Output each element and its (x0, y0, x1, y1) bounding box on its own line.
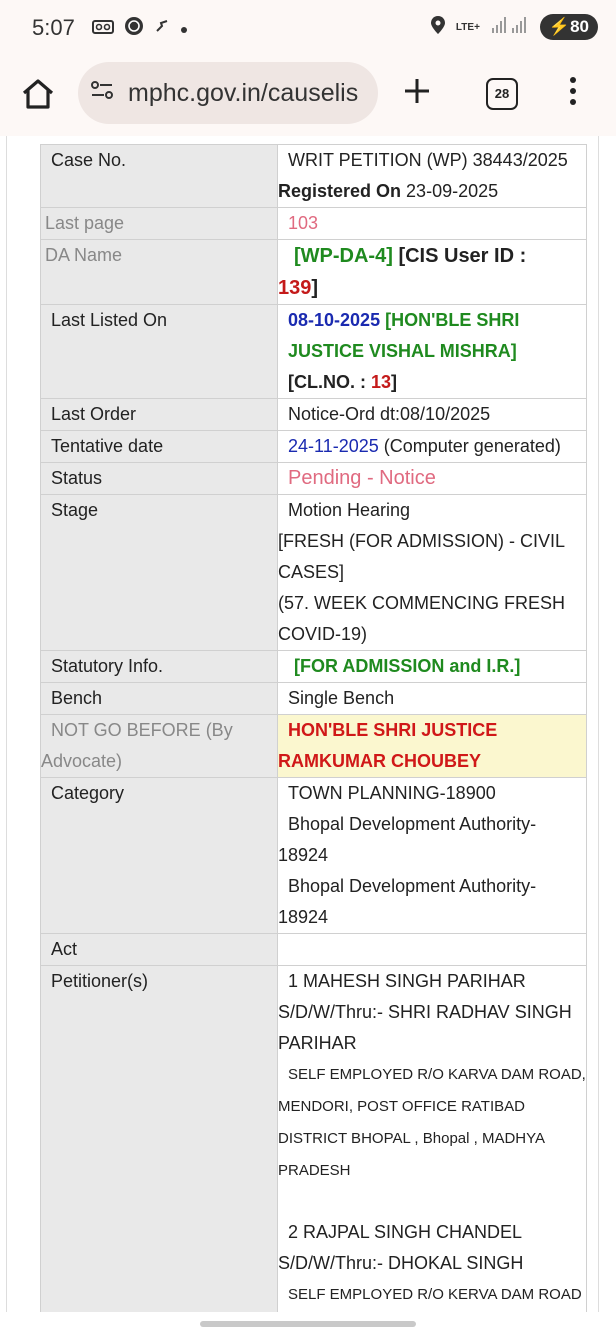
clno-prefix: [CL.NO. : (288, 372, 366, 392)
da-name-label: DA Name (41, 240, 278, 305)
signal-icon (490, 16, 530, 39)
last-page-cell (278, 208, 587, 240)
registered-label: Registered On (278, 181, 402, 201)
case-details-table (40, 144, 587, 1312)
table-row (41, 715, 587, 778)
tentative-date: 24-11-2025 (288, 436, 379, 456)
registered-date: 23-09-2025 (406, 181, 499, 201)
table-row (41, 683, 587, 715)
category-line-3: Bhopal Development Authority-18924 (278, 876, 537, 927)
address-bar[interactable] (78, 62, 378, 124)
tentative-note: (Computer generated) (383, 436, 561, 456)
statutory-info-label: Statutory Info. (41, 651, 278, 683)
not-go-before-cell (278, 715, 587, 778)
table-row (41, 431, 587, 463)
bench-value: Single Bench (288, 688, 395, 708)
table-row (41, 495, 587, 651)
new-tab-button[interactable] (402, 74, 432, 114)
category-label: Category (41, 778, 278, 934)
battery-level: 80 (570, 17, 589, 36)
table-row (41, 778, 587, 934)
stage-cell (278, 495, 587, 651)
status-bar (0, 0, 616, 58)
cis-suffix: ] (311, 277, 319, 299)
last-order-value: Notice-Ord dt:08/10/2025 (288, 404, 491, 424)
voicemail-icon (92, 18, 114, 39)
clno-suffix: ] (391, 372, 398, 392)
petitioner-1-name: 1 MAHESH SINGH PARIHAR S/D/W/Thru:- SHRI RADHAV SINGH PARIHAR (278, 971, 572, 1053)
notification-icons (92, 16, 188, 41)
last-listed-date: 08-10-2025 (288, 310, 381, 330)
browser-toolbar (0, 58, 616, 136)
system-icons (430, 14, 598, 40)
divider (598, 136, 599, 1312)
petitioner-1-address: SELF EMPLOYED R/O KARVA DAM ROAD, MENDORI, POST OFFICE RATIBAD DISTRICT BHOPAL , Bhopal , MADHYA PRADESH (278, 1066, 586, 1179)
battery-indicator: ⚡80 (540, 14, 598, 40)
home-icon (20, 76, 56, 112)
table-row (41, 651, 587, 683)
case-no-cell (278, 145, 587, 208)
da-code: [WP-DA-4] (294, 245, 393, 267)
bench-label: Bench (41, 683, 278, 715)
network-type: LTE+ (455, 21, 480, 33)
gesture-handle[interactable] (200, 1321, 416, 1327)
tentative-date-label: Tentative date (41, 431, 278, 463)
da-name-cell (278, 240, 587, 305)
more-vert-icon (568, 76, 578, 106)
category-line-2: Bhopal Development Authority-18924 (278, 814, 537, 865)
location-icon (430, 15, 446, 40)
tentative-date-cell (278, 431, 587, 463)
statutory-info-value: [FOR ADMISSION and I.R.] (294, 656, 521, 676)
last-page-label: Last page (41, 208, 278, 240)
url-text[interactable]: mphc.gov.in/causelis (128, 78, 359, 107)
clock: 5:07 (32, 15, 75, 40)
last-listed-cell (278, 305, 587, 399)
divider (6, 136, 7, 1312)
last-order-label: Last Order (41, 399, 278, 431)
table-row (41, 463, 587, 495)
registered-line (278, 176, 586, 207)
last-page-value: 103 (288, 213, 319, 233)
status-label: Status (41, 463, 278, 495)
stage-line-1: Motion Hearing (288, 500, 411, 520)
whatsapp-icon (124, 16, 144, 41)
petitioner-2-address: SELF EMPLOYED R/O KERVA DAM ROAD (288, 1286, 582, 1303)
table-row (41, 934, 587, 966)
not-go-before-label (41, 715, 278, 778)
cis-user-id: 139 (278, 277, 312, 299)
table-row (41, 208, 587, 240)
page-content[interactable] (0, 136, 616, 1312)
bench-cell (278, 683, 587, 715)
table-row (41, 966, 587, 1313)
last-listed-judge: [HON'BLE SHRI JUSTICE VISHAL MISHRA] (288, 310, 520, 361)
case-no-value: WRIT PETITION (WP) 38443/2025 (288, 150, 568, 170)
tab-switcher-button[interactable]: 28 (486, 78, 518, 110)
category-cell (278, 778, 587, 934)
table-row (41, 240, 587, 305)
table-row (41, 145, 587, 208)
last-listed-label: Last Listed On (41, 305, 278, 399)
cis-prefix: [CIS User ID : (398, 245, 527, 267)
home-button[interactable] (20, 76, 60, 116)
stage-label: Stage (41, 495, 278, 651)
not-go-before-value: HON'BLE SHRI JUSTICE RAMKUMAR CHOUBEY (278, 720, 498, 771)
act-label: Act (41, 934, 278, 966)
petitioner-2-name: 2 RAJPAL SINGH CHANDEL S/D/W/Thru:- DHOKAL SINGH (278, 1222, 524, 1273)
category-line-1: TOWN PLANNING-18900 (288, 783, 496, 803)
last-order-cell (278, 399, 587, 431)
clno-value: 13 (371, 372, 392, 392)
site-settings-icon[interactable] (90, 80, 120, 106)
case-no-label: Case No. (41, 145, 278, 208)
status-cell (278, 463, 587, 495)
stage-line-3: (57. WEEK COMMENCING FRESH COVID-19) (278, 593, 566, 644)
more-menu-button[interactable] (568, 76, 578, 117)
petitioner-label: Petitioner(s) (41, 966, 278, 1313)
plus-icon (402, 76, 432, 106)
dot-icon (180, 18, 188, 39)
usb-icon (154, 18, 170, 39)
petitioner-cell (278, 966, 587, 1313)
statutory-info-cell (278, 651, 587, 683)
table-row (41, 305, 587, 399)
table-row (41, 399, 587, 431)
act-value (278, 934, 587, 966)
status-value: Pending - Notice (288, 467, 436, 489)
not-go-before-label-text: NOT GO BEFORE (By Advocate) (41, 720, 233, 771)
stage-line-2: [FRESH (FOR ADMISSION) - CIVIL CASES] (278, 531, 565, 582)
